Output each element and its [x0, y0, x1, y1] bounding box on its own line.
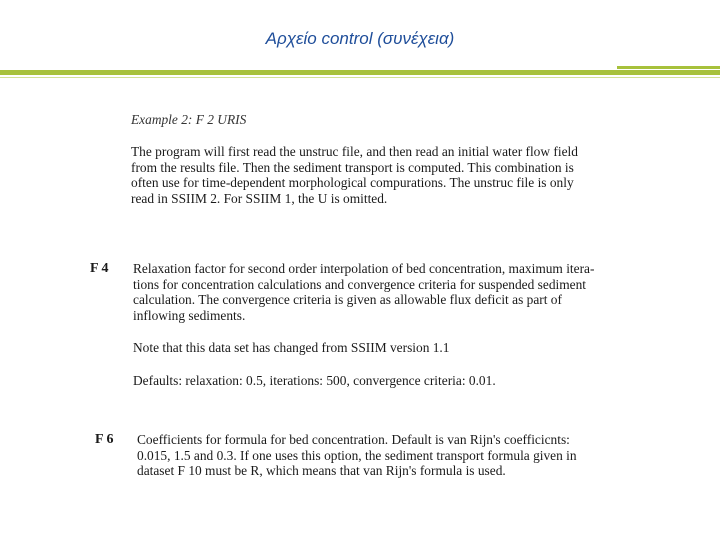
title-divider: [0, 70, 720, 75]
title-divider-thin: [0, 77, 720, 78]
f4-line: inflowing sediments.: [133, 307, 246, 323]
f4-line: calculation. The convergence criteria is given as allowable flux deficit as part of: [133, 292, 562, 307]
f6-line: Coefficients for formula for bed concentration. Default is van Rijn's coefficicnts:: [137, 432, 570, 447]
f6-line: dataset F 10 must be R, which means that van Rijn's formula is used.: [137, 463, 506, 478]
dataset-f6-description: [137, 432, 617, 479]
f4-defaults: Defaults: relaxation: 0.5, iterations: 500, convergence criteria: 0.01.: [133, 372, 496, 388]
example-line: from the results file. Then the sediment transport is computed. This combination is: [131, 159, 574, 175]
f4-line: tions for concentration calculations and convergence criteria for suspended sediment: [133, 276, 587, 292]
example-heading: Example 2: F 2 URIS: [131, 112, 247, 127]
f6-line: 0.015, 1.5 and 0.3. If one uses this option, the sediment transport formula given in: [137, 447, 577, 463]
dataset-code-f4: F 4: [90, 261, 109, 276]
dataset-code-f6: F 6: [95, 432, 114, 447]
example-line: read in SSIIM 2. For SSIIM 1, the U is omitted.: [131, 190, 388, 206]
example-line: often use for time-dependent morphological compurations. The unstruc file is only: [131, 175, 574, 190]
slide-title: Αρχείο control (συνέχεια): [265, 29, 455, 48]
f4-line: Relaxation factor for second order interpolation of bed concentration, maximum itera-: [133, 261, 595, 276]
dataset-f4-description: [133, 261, 633, 388]
f4-note: Note that this data set has changed from SSIIM version 1.1: [133, 340, 450, 355]
title-accent-bar: [617, 66, 720, 69]
example-line: The program will first read the unstruc file, and then read an initial water flow field: [131, 144, 578, 159]
example-text: [131, 144, 631, 206]
